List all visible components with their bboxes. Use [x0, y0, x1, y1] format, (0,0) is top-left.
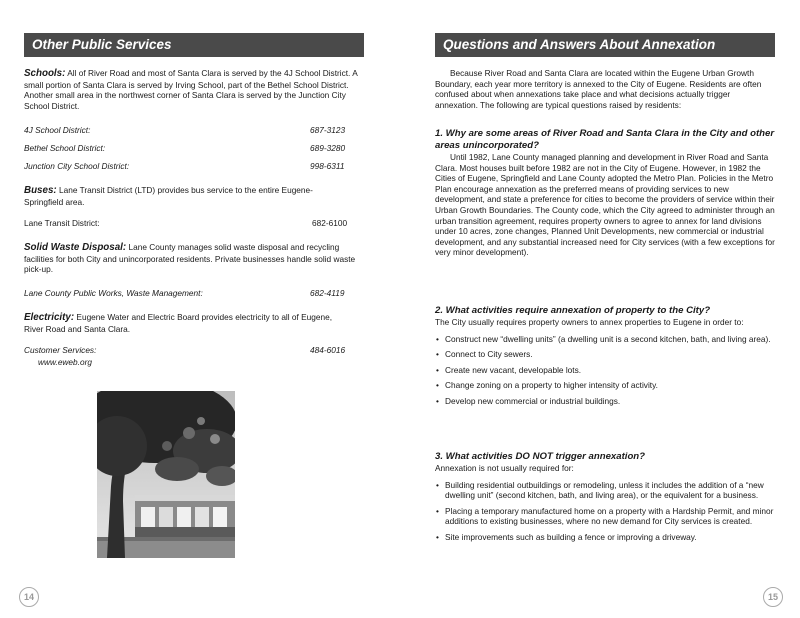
question-2-heading: 2. What activities require annexation of property to the City? [435, 305, 711, 316]
schools-lead: Schools: [24, 68, 66, 79]
question-3-heading: 3. What activities DO NOT trigger annexation? [435, 451, 646, 462]
question-2 [435, 305, 775, 412]
list-item: • Building residential outbuildings or remodeling, unless it includes the addition of a “new dwelling unit” (second kitchen, bath, and living area), or the equivalent for a business. [435, 480, 775, 501]
question-1-heading: 1. Why are some areas of River Road and Santa Clara in the City and other areas unincorporated? [435, 128, 775, 151]
contact-phone: 682-4119 [310, 288, 345, 298]
list-item: • Create new vacant, developable lots. [435, 365, 775, 376]
contact-name: Bethel School District: [24, 143, 106, 153]
contact-row [24, 288, 354, 298]
contact-phone: 682-6100 [312, 218, 348, 228]
list-item: • Develop new commercial or industrial buildings. [435, 396, 775, 407]
page-number-left: 14 [19, 587, 39, 607]
contact-row [24, 345, 354, 355]
contact-row [24, 125, 354, 135]
contact-phone: 484-6016 [310, 345, 346, 355]
contact-name: Junction City School District: [24, 161, 130, 171]
question-3 [435, 451, 775, 548]
contact-row [24, 143, 354, 153]
right-page [435, 0, 775, 618]
buses-section [24, 185, 324, 207]
schools-text: All of River Road and most of Santa Clara is served by the 4J School District. A small portion of Santa Clara is served by Irving School, part of the Bethel School District. Another small area in the northwest corner of Santa Clara is served by the Junction City School District. [24, 68, 358, 111]
waste-lead: Solid Waste Disposal: [24, 242, 127, 253]
contact-row [24, 161, 354, 171]
question-1-answer: Until 1982, Lane County managed planning and development in River Road and Santa Clara. Most houses built before 1982 are not in the City of Eugene. However, in 1982 the Cities of Eugene, Springfield and Lane County adopted the Metro Plan. Policies in the Metro Plan encourage annexation as the preferred means of providing services to new development, and state a preference for cities to become the providers of service within their Urban Growth Boundaries. The County code, which the City agreed to administer through an urban transition agreement, requires property owners to agree to annex for land divisions under 10 acres, zone changes, Planned Unit Developments, new commercial or industrial development, and any substantial increased need for City services (with a few exceptions for very minor development). [435, 152, 775, 258]
section-header-annexation: Questions and Answers About Annexation [435, 33, 775, 57]
question-2-answer: The City usually requires property owners to annex properties to Eugene in order to: [435, 317, 744, 327]
question-3-answer: Annexation is not usually required for: [435, 463, 574, 473]
list-item: • Site improvements such as building a fence or improving a driveway. [435, 532, 775, 543]
list-item: • Construct new “dwelling units” (a dwelling unit is a second kitchen, bath, and living area). [435, 334, 775, 345]
waste-text: Lane County manages solid waste disposal and recycling facilities for both City and unincorporated residents. Private businesses handle solid waste pick-up. [24, 242, 356, 275]
contact-phone: 689-3280 [310, 143, 346, 153]
electricity-text: Eugene Water and Electric Board provides electricity to all of Eugene, River Road and Santa Clara. [24, 312, 333, 334]
contact-name: Lane County Public Works, Waste Management: [24, 288, 203, 298]
intro-paragraph: Because River Road and Santa Clara are located within the Eugene Urban Growth Boundary, each year more territory is annexed to the City of Eugene. Residents are often confused about when annexations take place and what decisions actually trigger annexation. The following are typical questions raised by residents: [435, 68, 762, 110]
contact-phone: 998-6311 [310, 161, 345, 171]
contact-name: Lane Transit District: [24, 218, 100, 228]
buses-text: Lane Transit District (LTD) provides bus service to the entire Eugene-Springfield area. [24, 185, 313, 207]
buses-lead: Buses: [24, 185, 57, 196]
contact-name: Customer Services: [24, 345, 97, 355]
question-3-list [435, 480, 775, 543]
list-item: • Connect to City sewers. [435, 349, 775, 360]
contact-phone: 687-3123 [310, 125, 346, 135]
page-number-right: 15 [763, 587, 783, 607]
electricity-lead: Electricity: [24, 312, 75, 323]
electricity-section [24, 312, 344, 334]
solid-waste-section [24, 242, 364, 275]
section-header-other-public-services: Other Public Services [24, 33, 364, 57]
question-2-list [435, 334, 775, 407]
list-item: • Placing a temporary manufactured home on a property with a Hardship Permit, and minor additions to existing businesses, where no new demand for City services is created. [435, 506, 775, 527]
question-1 [435, 128, 775, 258]
schools-section [24, 68, 364, 111]
list-item: • Change zoning on a property to higher intensity of activity. [435, 380, 775, 391]
website-link[interactable]: www.eweb.org [38, 357, 92, 367]
contact-row [24, 218, 354, 228]
contact-name: 4J School District: [24, 125, 91, 135]
school-building-photo [97, 391, 235, 558]
